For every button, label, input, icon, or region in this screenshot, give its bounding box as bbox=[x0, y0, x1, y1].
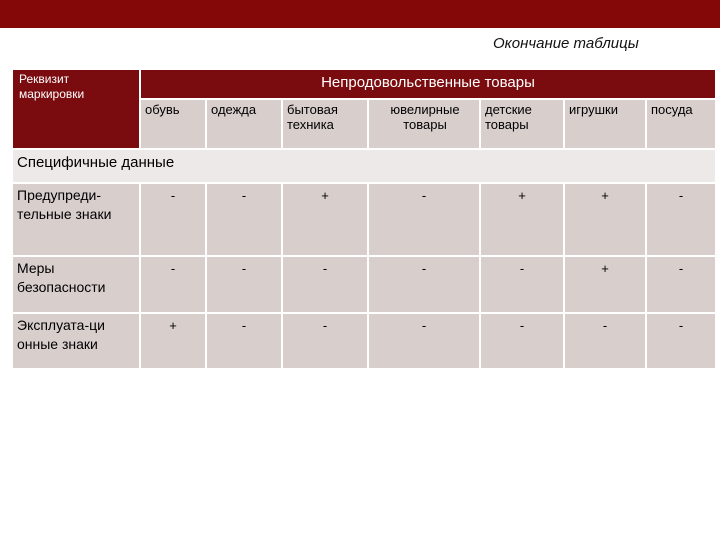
row-label: Меры безопасности bbox=[12, 256, 140, 313]
group-header: Непродовольственные товары bbox=[140, 69, 716, 99]
column-header-footwear: обувь bbox=[140, 99, 206, 149]
header-bar-notch bbox=[0, 28, 18, 31]
cell-mark: - bbox=[206, 183, 282, 256]
cell-mark: - bbox=[206, 256, 282, 313]
table-row bbox=[12, 313, 716, 369]
cell-mark: - bbox=[564, 313, 646, 369]
row-label: Предупреди-тельные знаки bbox=[12, 183, 140, 256]
cell-mark: + bbox=[564, 183, 646, 256]
column-header-clothing: одежда bbox=[206, 99, 282, 149]
cell-mark: - bbox=[368, 183, 480, 256]
cell-mark: - bbox=[282, 313, 368, 369]
cell-mark: - bbox=[140, 256, 206, 313]
cell-mark: - bbox=[282, 256, 368, 313]
section-title: Специфичные данные bbox=[12, 149, 716, 183]
cell-mark: + bbox=[282, 183, 368, 256]
cell-mark: - bbox=[206, 313, 282, 369]
top-header-bar bbox=[0, 0, 720, 28]
marking-table bbox=[11, 68, 717, 370]
cell-mark: + bbox=[564, 256, 646, 313]
table-row bbox=[12, 183, 716, 256]
column-header-appliances: бытовая техника bbox=[282, 99, 368, 149]
cell-mark: - bbox=[480, 256, 564, 313]
column-header-jewelry: ювелирные товары bbox=[368, 99, 480, 149]
requisite-header: Реквизит маркировки bbox=[12, 69, 140, 149]
row-label: Эксплуата-ци онные знаки bbox=[12, 313, 140, 369]
cell-mark: - bbox=[646, 313, 716, 369]
cell-mark: - bbox=[646, 256, 716, 313]
cell-mark: - bbox=[368, 313, 480, 369]
column-header-tableware: посуда bbox=[646, 99, 716, 149]
table-row bbox=[12, 256, 716, 313]
cell-mark: - bbox=[140, 183, 206, 256]
cell-mark: - bbox=[480, 313, 564, 369]
column-header-kids-goods: детские товары bbox=[480, 99, 564, 149]
cell-mark: - bbox=[646, 183, 716, 256]
cell-mark: - bbox=[368, 256, 480, 313]
table-caption: Окончание таблицы bbox=[493, 35, 639, 52]
column-header-toys: игрушки bbox=[564, 99, 646, 149]
cell-mark: + bbox=[480, 183, 564, 256]
cell-mark: + bbox=[140, 313, 206, 369]
